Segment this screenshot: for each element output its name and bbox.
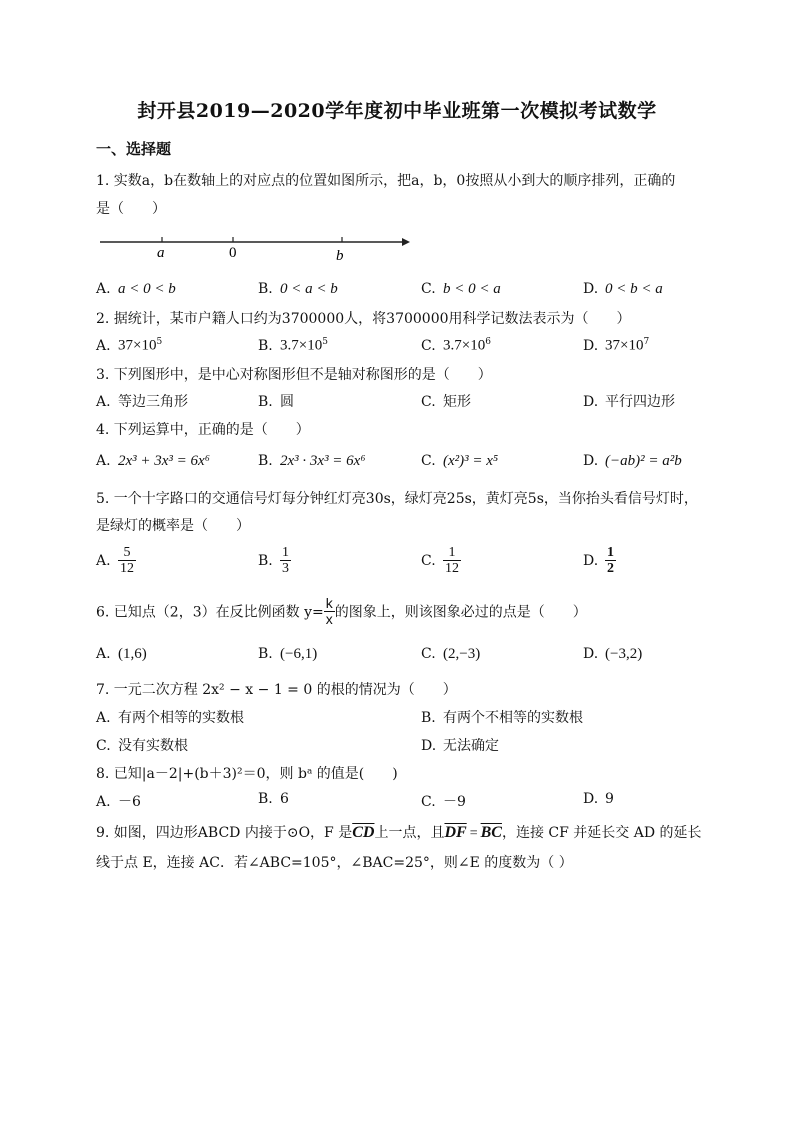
- q6-option-a[interactable]: A. (1,6): [96, 646, 147, 662]
- q7-option-a[interactable]: A. 有两个相等的实数根: [96, 710, 244, 726]
- q3-option-c[interactable]: C. 矩形: [421, 394, 471, 410]
- question-4: 4. 下列运算中，正确的是（ ）: [96, 422, 310, 438]
- section-heading: 一、选择题: [96, 140, 172, 158]
- label-b: b: [336, 248, 344, 264]
- q8-option-d[interactable]: D. 9: [583, 791, 614, 807]
- question-1-line-2: 是（ ）: [96, 201, 166, 217]
- q3-option-b[interactable]: B. 圆: [258, 394, 294, 410]
- label-a: a: [157, 245, 165, 261]
- q6-option-b[interactable]: B. (−6,1): [258, 646, 318, 662]
- number-line-arrow: [402, 238, 410, 246]
- question-9-line-1: 9. 如图，四边形ABCD 内接于⊙O，F 是$\overline{CD}$上一点，且$\overline{DF} = \overline{BC}$，连接 CF 并延长交 AD 的延长: [96, 824, 702, 841]
- arc-bc: $\overline{BC}$: [480, 824, 502, 841]
- question-9-line-2: 线于点 E，连接 AC．若∠ABC=105°，∠BAC=25°，则∠E 的度数为（ ）: [96, 855, 573, 871]
- question-5-line-1: 5. 一个十字路口的交通信号灯每分钟红灯亮30s，绿灯亮25s，黄灯亮5s，当你抬头看信号灯时，: [96, 491, 698, 507]
- q8-option-b[interactable]: B. 6: [258, 791, 289, 807]
- q1-option-b[interactable]: B. 0 < a < b: [258, 281, 338, 297]
- q7-option-c[interactable]: C. 没有实数根: [96, 738, 188, 754]
- q5-option-c[interactable]: C. $\frac{1}{12}$: [421, 545, 459, 576]
- page-title: 封开县2019—2020学年度初中毕业班第一次模拟考试数学: [137, 100, 657, 122]
- q1-option-d[interactable]: D. 0 < b < a: [583, 281, 663, 297]
- q7-option-b[interactable]: B. 有两个不相等的实数根: [421, 710, 583, 726]
- q2-option-a[interactable]: A. $37\times 10^5$: [96, 337, 163, 354]
- q4-option-d[interactable]: D. (−ab)² = a²b: [583, 453, 682, 469]
- q5-option-d[interactable]: D. $\frac{1}{2}$: [583, 545, 614, 576]
- question-8: 8. 已知|a－2|+(b＋3)²＝0，则 bᵃ 的值是( ): [96, 766, 398, 782]
- q4-option-a[interactable]: A. 2x³ + 3x³ = 6x⁶: [96, 453, 210, 469]
- q2-option-d[interactable]: D. $37\times 10^7$: [583, 337, 650, 354]
- q8-option-a[interactable]: A. －6: [96, 794, 141, 810]
- q7-option-d[interactable]: D. 无法确定: [421, 738, 499, 754]
- q2-option-b[interactable]: B. $3.7\times 10^5$: [258, 337, 328, 354]
- question-2: 2. 据统计，某市户籍人口约为3700000人，将3700000用科学记数法表示为（ ）: [96, 311, 631, 327]
- q1-option-c[interactable]: C. b < 0 < a: [421, 281, 501, 297]
- question-1-line-1: 1. 实数a，b在数轴上的对应点的位置如图所示，把a，b，0按照从小到大的顺序排列，正确的: [96, 173, 676, 189]
- question-3: 3. 下列图形中，是中心对称图形但不是轴对称图形的是（ ）: [96, 367, 492, 383]
- question-5-line-2: 是绿灯的概率是（ ）: [96, 518, 250, 534]
- question-6: 6. 已知点（2，3）在反比例函数 y= $\frac{k}{x}$ 的图象上，则该图象必过的点是（ ）: [96, 595, 587, 627]
- label-zero: 0: [229, 245, 237, 261]
- q4-option-c[interactable]: C. (x²)³ = x⁵: [421, 453, 499, 469]
- number-line-figure: [96, 226, 416, 266]
- q5-option-a[interactable]: A. $\frac{5}{12}$: [96, 545, 134, 576]
- q4-option-b[interactable]: B. 2x³ · 3x³ = 6x⁶: [258, 453, 366, 469]
- arc-df: $\overline{DF}$: [444, 824, 467, 841]
- q3-option-a[interactable]: A. 等边三角形: [96, 394, 188, 410]
- question-7: 7. 一元二次方程 2x² − x − 1 = 0 的根的情况为（ ）: [96, 682, 457, 698]
- arc-cd: $\overline{CD}$: [352, 824, 375, 841]
- q1-option-a[interactable]: A. a < 0 < b: [96, 281, 176, 297]
- q8-option-c[interactable]: C. －9: [421, 794, 466, 810]
- q5-option-b[interactable]: B. $\frac{1}{3}$: [258, 545, 289, 576]
- q6-option-d[interactable]: D. (−3,2): [583, 646, 643, 662]
- q6-option-c[interactable]: C. (2,−3): [421, 646, 481, 662]
- q3-option-d[interactable]: D. 平行四边形: [583, 394, 675, 410]
- q2-option-c[interactable]: C. $3.7\times 10^6$: [421, 337, 491, 354]
